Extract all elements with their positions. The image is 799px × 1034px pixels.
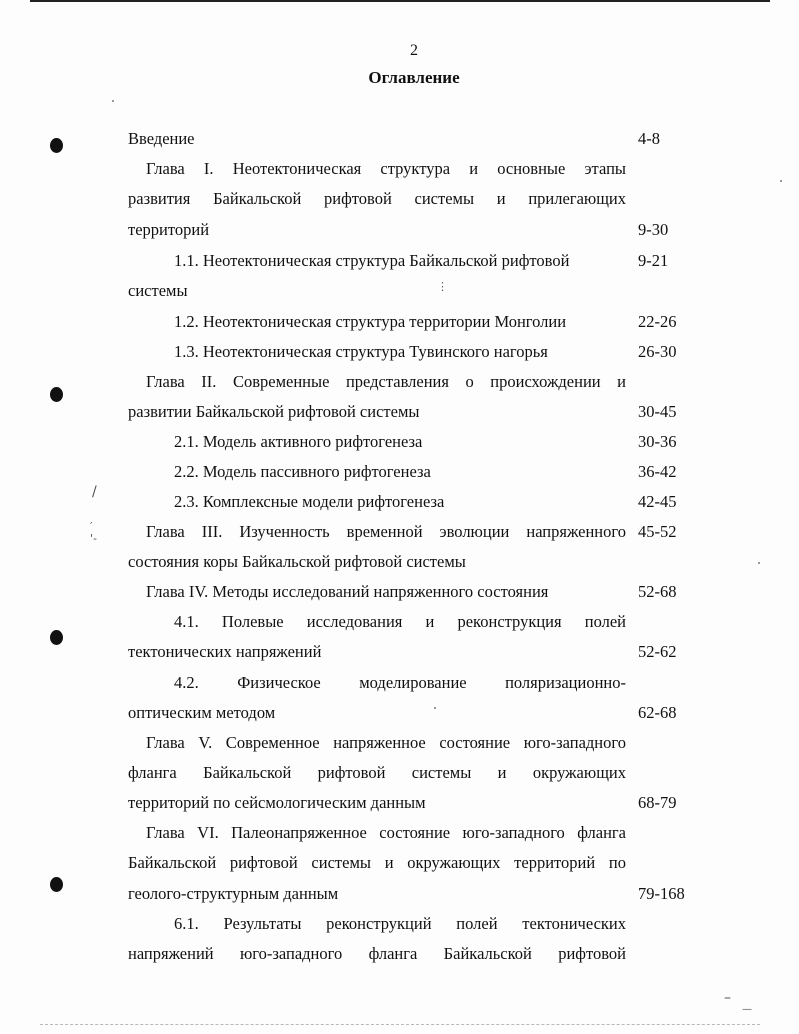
punch-hole (50, 877, 63, 892)
scan-speck (112, 100, 114, 102)
toc-entry-section-4-2-line-2: оптическим методом (128, 703, 276, 722)
toc-page-chapter-4: 52-68 (638, 582, 677, 601)
scan-mark: / (92, 484, 97, 500)
scan-mark: '- (90, 532, 97, 545)
scan-mark: — (742, 1004, 752, 1015)
toc-page-section-4-2: 62-68 (638, 703, 677, 722)
scan-mark: ⋮ (437, 280, 448, 293)
toc-entry-section-1-1-line-1: 1.1. Неотектоническая структура Байкальской рифтовой (174, 251, 570, 270)
toc-page-chapter-2: 30-45 (638, 402, 677, 421)
scan-mark: ′ (90, 520, 93, 533)
toc-page-introduction: 4-8 (638, 129, 660, 148)
punch-hole (50, 138, 63, 153)
toc-entry-section-1-3: 1.3. Неотектоническая структура Тувинского нагорья (174, 342, 548, 361)
toc-entry-section-6-1-line-1: 6.1. Результаты реконструкций полей тектонических (174, 914, 626, 933)
toc-entry-section-2-2: 2.2. Модель пассивного рифтогенеза (174, 462, 431, 481)
toc-entry-introduction: Введение (128, 129, 195, 148)
toc-entry-chapter-5-line-1: Глава V. Современное напряженное состояние юго-западного (146, 733, 626, 752)
toc-entry-section-1-2: 1.2. Неотектоническая структура территории Монголии (174, 312, 567, 331)
toc-page-chapter-1: 9-30 (638, 220, 669, 239)
toc-title: Оглавление (368, 68, 460, 87)
toc-page-section-1-3: 26-30 (638, 342, 677, 361)
toc-page-section-4-1: 52-62 (638, 642, 677, 661)
toc-entry-section-4-1-line-1: 4.1. Полевые исследования и реконструкция полей (174, 612, 626, 631)
toc-entry-chapter-1-line-1: Глава I. Неотектоническая структура и основные этапы (146, 159, 626, 178)
toc-entry-chapter-5-line-3: территорий по сейсмологическим данным (128, 793, 426, 812)
toc-page-chapter-3: 45-52 (638, 522, 677, 541)
toc-page-chapter-6: 79-168 (638, 884, 685, 903)
toc-entry-section-1-1-line-2: системы (128, 281, 188, 300)
scan-speck (758, 562, 760, 564)
top-rule (30, 0, 770, 2)
page-number: 2 (410, 42, 418, 59)
toc-entry-chapter-1-line-3: территорий (128, 220, 210, 239)
toc-entry-chapter-2-line-2: развитии Байкальской рифтовой системы (128, 402, 420, 421)
toc-entry-section-2-1: 2.1. Модель активного рифтогенеза (174, 432, 423, 451)
toc-entry-section-2-3: 2.3. Комплексные модели рифтогенеза (174, 492, 445, 511)
toc-entry-chapter-6-line-3: геолого-структурным данным (128, 884, 339, 903)
punch-hole (50, 387, 63, 402)
bottom-rule (40, 1024, 760, 1026)
scan-speck (434, 707, 436, 709)
scan-speck (780, 180, 782, 182)
toc-entry-chapter-3-line-1: Глава III. Изученность временной эволюции напряженного (146, 522, 626, 541)
toc-entry-section-6-1-line-2: напряжений юго-западного фланга Байкальской рифтовой (128, 944, 626, 963)
toc-entry-chapter-3-line-2: состояния коры Байкальской рифтовой системы (128, 552, 466, 571)
toc-page-section-1-1: 9-21 (638, 251, 669, 270)
toc-page-section-2-3: 42-45 (638, 492, 677, 511)
toc-page-section-1-2: 22-26 (638, 312, 677, 331)
toc-entry-section-4-1-line-2: тектонических напряжений (128, 642, 322, 661)
toc-page-section-2-2: 36-42 (638, 462, 677, 481)
toc-entry-chapter-6-line-1: Глава VI. Палеонапряженное состояние юго-западного фланга (146, 823, 626, 842)
toc-page-section-2-1: 30-36 (638, 432, 677, 451)
toc-page-chapter-5: 68-79 (638, 793, 677, 812)
toc-entry-chapter-6-line-2: Байкальской рифтовой системы и окружающих территорий по (128, 853, 626, 872)
punch-hole (50, 630, 63, 645)
toc-entry-chapter-1-line-2: развития Байкальской рифтовой системы и прилегающих (128, 189, 626, 208)
scan-mark: – (724, 990, 731, 1006)
toc-entry-chapter-5-line-2: фланга Байкальской рифтовой системы и окружающих (128, 763, 626, 782)
toc-entry-chapter-2-line-1: Глава II. Современные представления о происхождении и (146, 372, 626, 391)
toc-entry-section-4-2-line-1: 4.2. Физическое моделирование поляризационно- (174, 673, 626, 692)
toc-entry-chapter-4: Глава IV. Методы исследований напряженного состояния (146, 582, 549, 601)
